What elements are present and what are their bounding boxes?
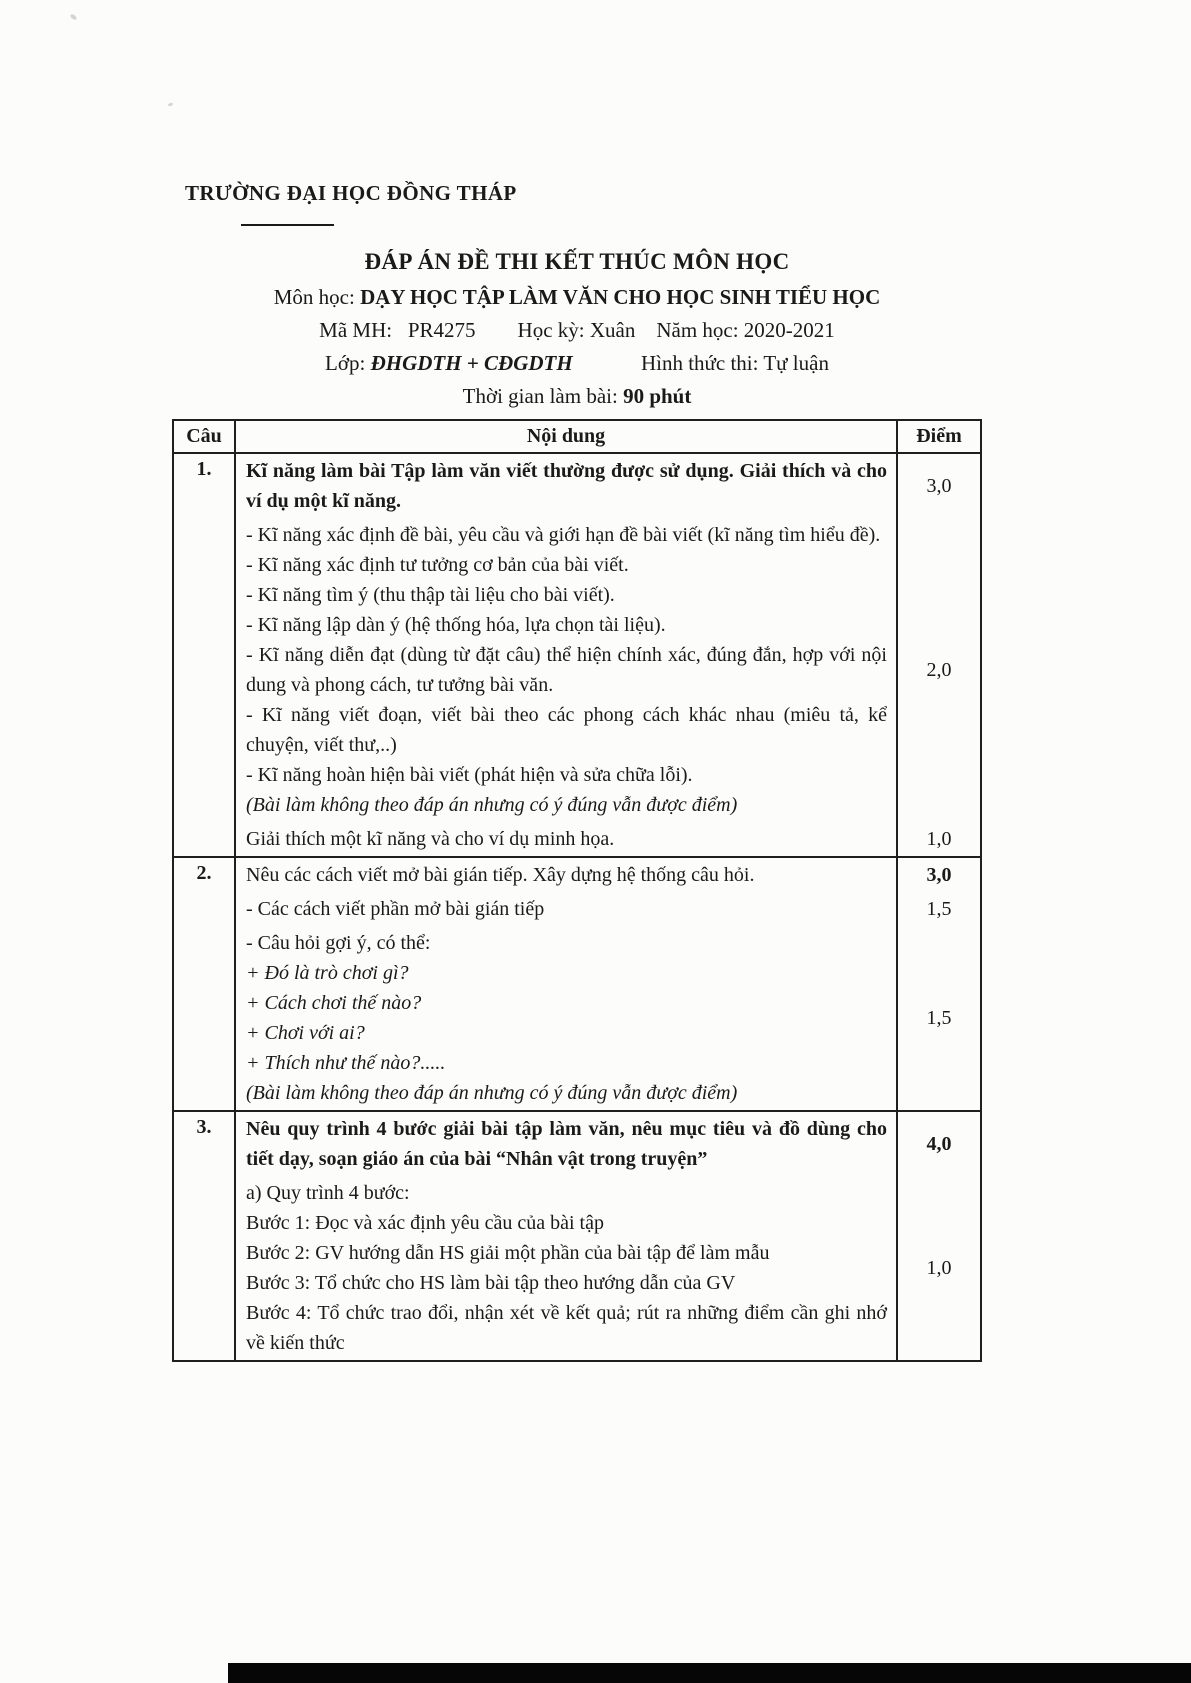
exam-title: ĐÁP ÁN ĐỀ THI KẾT THÚC MÔN HỌC bbox=[364, 249, 790, 274]
content-line: (Bài làm không theo đáp án nhưng có ý đúng vẫn được điểm) bbox=[246, 794, 738, 816]
table-row bbox=[174, 892, 980, 926]
header-segment: ĐHGDTH + CĐGDTH bbox=[370, 351, 573, 375]
points-value: 1,0 bbox=[926, 1256, 952, 1279]
scan-speck bbox=[168, 102, 174, 107]
question-number bbox=[174, 1176, 234, 1360]
content-line: (Bài làm không theo đáp án nhưng có ý đúng vẫn được điểm) bbox=[246, 1082, 738, 1104]
question-number bbox=[174, 518, 234, 822]
points-value: 1,5 bbox=[926, 897, 952, 920]
answer-content bbox=[234, 1176, 898, 1360]
column-header-noidung: Nội dung bbox=[234, 421, 898, 452]
content-line: Giải thích một kĩ năng và cho ví dụ minh họa. bbox=[246, 828, 615, 850]
content-line: - Kĩ năng lập dàn ý (hệ thống hóa, lựa chọn tài liệu). bbox=[246, 614, 666, 636]
question-number bbox=[174, 926, 234, 1110]
header-segment: Hình thức thi: Tự luận bbox=[572, 351, 829, 375]
content-line: - Kĩ năng tìm ý (thu thập tài liệu cho bài viết). bbox=[246, 584, 615, 606]
table-row bbox=[174, 1176, 980, 1360]
exam-meta-lines bbox=[172, 281, 982, 413]
header-segment: Mã MH: PR4275 Học kỳ: Xuân Năm học: 2020-2021 bbox=[319, 318, 835, 342]
points-cell bbox=[898, 1176, 980, 1360]
table-row bbox=[174, 452, 980, 518]
content-line: - Kĩ năng diễn đạt (dùng từ đặt câu) thể hiện chính xác, đúng đắn, hợp với nội dung và phong cách, tư tưởng bài văn. bbox=[246, 644, 887, 696]
scan-speck bbox=[69, 13, 77, 20]
scan-edge-artifact bbox=[228, 1663, 1191, 1683]
content-line: Kĩ năng làm bài Tập làm văn viết thường được sử dụng. Giải thích và cho ví dụ một kĩ năng. bbox=[246, 460, 887, 512]
content-line: Nêu quy trình 4 bước giải bài tập làm văn, nêu mục tiêu và đồ dùng cho tiết dạy, soạn giáo án của bài “Nhân vật trong truyện” bbox=[246, 1118, 887, 1170]
answer-table bbox=[172, 419, 982, 1362]
header-line bbox=[172, 281, 982, 314]
table-row bbox=[174, 822, 980, 856]
content-line: - Kĩ năng hoàn hiện bài viết (phát hiện và sửa chữa lỗi). bbox=[246, 764, 693, 786]
points-value: 4,0 bbox=[926, 1132, 952, 1155]
header-line bbox=[172, 347, 982, 380]
content-line: - Kĩ năng viết đoạn, viết bài theo các phong cách khác nhau (miêu tả, kể chuyện, viết thư,..) bbox=[246, 704, 887, 756]
points-cell bbox=[898, 454, 980, 518]
points-value: 1,5 bbox=[926, 1006, 952, 1029]
content-line: - Kĩ năng xác định tư tưởng cơ bản của bài viết. bbox=[246, 554, 629, 576]
points-value: 3,0 bbox=[926, 863, 952, 886]
header-line bbox=[172, 380, 982, 413]
content-line: - Kĩ năng xác định đề bài, yêu cầu và giới hạn đề bài viết (kĩ năng tìm hiểu đề). bbox=[246, 524, 881, 546]
table-header-row bbox=[174, 421, 980, 452]
question-number bbox=[174, 892, 234, 926]
school-name-underline bbox=[241, 224, 334, 226]
answer-content bbox=[234, 1112, 898, 1176]
content-line: a) Quy trình 4 bước: bbox=[246, 1182, 410, 1204]
content-line: Bước 4: Tổ chức trao đổi, nhận xét về kết quả; rút ra những điểm cần ghi nhớ về kiến thức bbox=[246, 1302, 887, 1354]
points-value: 1,0 bbox=[926, 827, 952, 850]
points-cell bbox=[898, 1112, 980, 1176]
answer-content bbox=[234, 892, 898, 926]
answer-content bbox=[234, 454, 898, 518]
content-line: - Các cách viết phần mở bài gián tiếp bbox=[246, 898, 545, 920]
table-row bbox=[174, 856, 980, 892]
points-cell bbox=[898, 926, 980, 1110]
table-row bbox=[174, 1110, 980, 1176]
content-line: Bước 3: Tổ chức cho HS làm bài tập theo hướng dẫn của GV bbox=[246, 1272, 736, 1294]
answer-content bbox=[234, 822, 898, 856]
document-header bbox=[172, 249, 982, 413]
header-segment: DẠY HỌC TẬP LÀM VĂN CHO HỌC SINH TIỂU HỌC bbox=[360, 285, 881, 309]
school-name: TRƯỜNG ĐẠI HỌC ĐỒNG THÁP bbox=[185, 181, 517, 205]
answer-content bbox=[234, 926, 898, 1110]
table-row bbox=[174, 926, 980, 1110]
question-number: 3. bbox=[196, 1116, 212, 1138]
answer-content bbox=[234, 858, 898, 892]
points-value: 3,0 bbox=[926, 474, 952, 497]
points-cell bbox=[898, 858, 980, 892]
points-cell bbox=[898, 518, 980, 822]
column-header-cau: Câu bbox=[186, 425, 222, 447]
column-header-diem: Điểm bbox=[916, 425, 962, 447]
header-segment: Lớp: bbox=[325, 351, 371, 375]
header-segment: Thời gian làm bài: bbox=[462, 384, 624, 408]
content-line: + Chơi với ai? bbox=[246, 1022, 365, 1044]
header-segment: 90 phút bbox=[623, 384, 692, 408]
table-row bbox=[174, 518, 980, 822]
content-line: Bước 1: Đọc và xác định yêu cầu của bài tập bbox=[246, 1212, 604, 1234]
points-cell bbox=[898, 892, 980, 926]
content-line: + Đó là trò chơi gì? bbox=[246, 962, 409, 984]
header-line bbox=[172, 314, 982, 347]
question-number: 1. bbox=[196, 458, 212, 480]
header-segment: Môn học: bbox=[273, 285, 361, 309]
content-line: Nêu các cách viết mở bài gián tiếp. Xây dựng hệ thống câu hỏi. bbox=[246, 864, 755, 886]
content-line: - Câu hỏi gợi ý, có thể: bbox=[246, 932, 431, 954]
question-number bbox=[174, 822, 234, 856]
answer-table-body bbox=[174, 452, 980, 1360]
content-line: + Thích như thế nào?..... bbox=[246, 1052, 446, 1074]
content-line: + Cách chơi thế nào? bbox=[246, 992, 422, 1014]
content-line: Bước 2: GV hướng dẫn HS giải một phần của bài tập để làm mẫu bbox=[246, 1242, 770, 1264]
points-cell bbox=[898, 822, 980, 856]
question-number: 2. bbox=[196, 862, 212, 884]
points-value: 2,0 bbox=[926, 658, 952, 681]
answer-content bbox=[234, 518, 898, 822]
